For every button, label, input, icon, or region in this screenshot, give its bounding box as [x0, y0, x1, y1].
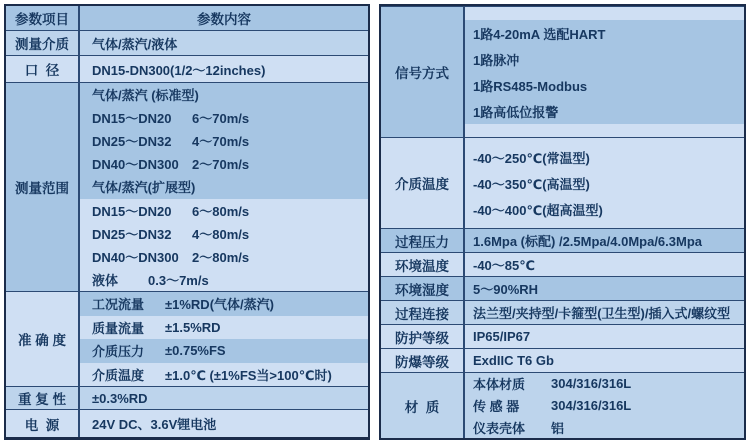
group-label-process-connection: 过程连接 — [381, 301, 465, 324]
spec-line: 法兰型/夹持型/卡箍型(卫生型)/插入式/螺纹型 — [465, 301, 744, 324]
group-lines — [465, 229, 744, 252]
spec-line-value: ±1.5%RD — [165, 319, 221, 335]
group-label-explosion-proof-class: 防爆等级 — [381, 349, 465, 372]
spec-line-key: 工况流量 — [92, 297, 145, 313]
group-label-material: 材 质 — [381, 373, 465, 438]
spec-line — [80, 339, 368, 363]
spec-line — [465, 373, 744, 395]
spec-line — [80, 152, 368, 175]
left-table-body — [6, 30, 368, 437]
group-process-pressure — [381, 228, 744, 252]
spec-line-key: 本体材质 — [473, 377, 526, 393]
header-param-content: 参数内容 — [80, 6, 368, 30]
spec-line-key: DN25～DN32 — [92, 226, 172, 242]
group-label-diameter: 口 径 — [6, 56, 80, 82]
spec-line-value: 6～80m/s — [192, 203, 250, 219]
spec-line-key: 仪表壳体 — [473, 420, 526, 436]
group-ambient-temperature — [381, 252, 744, 276]
spec-line — [80, 106, 368, 129]
spec-line: 1路脉冲 — [465, 46, 744, 72]
spec-line-key: 传 感 器 — [473, 399, 520, 414]
spec-line-key: 介质压力 — [92, 344, 145, 360]
group-process-connection — [381, 300, 744, 324]
group-medium-temperature — [381, 137, 744, 228]
spec-line-key: DN15～DN20 — [92, 111, 172, 127]
spec-line-value: 304/316/316L — [551, 398, 632, 413]
left-table-header-row — [6, 6, 368, 30]
spec-line-value: 2～70m/s — [192, 157, 250, 173]
group-label-ambient-temperature: 环境温度 — [381, 253, 465, 276]
spec-line — [80, 268, 368, 291]
spec-line-value: 铝 — [551, 420, 565, 436]
group-lines — [465, 325, 744, 348]
spec-line-key: DN40～DN300 — [92, 249, 179, 265]
group-explosion-proof-class — [381, 348, 744, 372]
group-diameter — [6, 55, 368, 82]
group-signal-mode — [381, 6, 744, 137]
spec-line: 气体/蒸汽(扩展型) — [80, 175, 368, 198]
group-lines — [465, 253, 744, 276]
spec-line-key: 介质温度 — [92, 367, 145, 383]
group-measuring-range — [6, 82, 368, 291]
group-label-signal-mode: 信号方式 — [381, 7, 465, 137]
group-ambient-humidity — [381, 276, 744, 300]
spec-line — [80, 129, 368, 152]
spec-line-value: 2～80m/s — [192, 249, 250, 265]
group-power-supply — [6, 409, 368, 437]
spec-line: IP65/IP67 — [465, 325, 744, 348]
spec-line: 气体/蒸汽/液体 — [80, 31, 368, 55]
spec-line-key: DN25～DN32 — [92, 134, 172, 150]
group-label-repeatability: 重 复 性 — [6, 387, 80, 409]
spec-line — [465, 395, 744, 417]
group-label-process-pressure: 过程压力 — [381, 229, 465, 252]
group-accuracy — [6, 291, 368, 386]
group-measured-medium — [6, 30, 368, 55]
spec-line-value: 6～70m/s — [192, 111, 250, 127]
spec-line: DN15-DN300(1/2～12inches) — [80, 56, 368, 82]
group-lines — [80, 387, 368, 409]
spec-line-value: 304/316/316L — [551, 376, 632, 392]
spec-line: 1路4-20mA 选配HART — [465, 20, 744, 46]
spec-line-value: 4～70m/s — [192, 134, 250, 150]
group-label-power-supply: 电 源 — [6, 410, 80, 437]
spec-line: 24V DC、3.6V锂电池 — [80, 410, 368, 437]
spec-line: 1.6Mpa (标配) /2.5Mpa/4.0Mpa/6.3Mpa — [465, 229, 744, 252]
spec-line: ±0.3%RD — [80, 387, 368, 409]
spec-line-key: 液体 — [92, 272, 119, 288]
spec-line-value: ±0.75%FS — [165, 343, 226, 359]
group-lines — [80, 83, 368, 291]
right-spec-table — [379, 4, 746, 440]
spec-line — [465, 416, 744, 438]
spec-line-key: DN40～DN300 — [92, 157, 179, 173]
spec-line-value: 0.3～7m/s — [148, 272, 209, 288]
group-lines — [465, 373, 744, 438]
spec-line-key: DN15～DN20 — [92, 203, 172, 219]
group-repeatability — [6, 386, 368, 409]
group-label-ambient-humidity: 环境湿度 — [381, 277, 465, 300]
spec-line: 气体/蒸汽 (标准型) — [80, 83, 368, 106]
spec-line: ExdIIC T6 Gb — [465, 349, 744, 372]
header-param-item: 参数项目 — [6, 6, 80, 30]
group-label-accuracy: 准 确 度 — [6, 292, 80, 386]
spec-line: -40～400℃(超高温型) — [465, 196, 744, 222]
spec-line — [80, 316, 368, 340]
spec-line: -40～250℃(常温型) — [465, 144, 744, 170]
group-lines — [465, 349, 744, 372]
spec-line — [80, 199, 368, 222]
group-label-measured-medium: 测量介质 — [6, 31, 80, 55]
spec-line: -40～350℃(高温型) — [465, 170, 744, 196]
spec-line — [80, 292, 368, 316]
group-material — [381, 372, 744, 438]
group-lines — [80, 56, 368, 82]
group-label-medium-temperature: 介质温度 — [381, 138, 465, 228]
spec-line — [80, 222, 368, 245]
group-lines — [465, 277, 744, 300]
spec-line: 5～90%RH — [465, 277, 744, 300]
group-lines — [465, 7, 744, 137]
group-lines — [80, 292, 368, 386]
group-label-protection-class: 防护等级 — [381, 325, 465, 348]
group-lines — [80, 31, 368, 55]
group-lines — [80, 410, 368, 437]
left-spec-table — [4, 4, 370, 440]
spec-line — [80, 363, 368, 387]
spec-line: 1路RS485-Modbus — [465, 72, 744, 98]
spec-line-value: 4～80m/s — [192, 226, 250, 242]
group-lines — [465, 138, 744, 228]
spec-line: 1路高低位报警 — [465, 98, 744, 124]
group-label-measuring-range: 测量范围 — [6, 83, 80, 291]
group-lines — [465, 301, 744, 324]
spec-line-value: ±1.0℃ (±1%FS当>100℃时) — [165, 367, 332, 383]
spec-line-key: 质量流量 — [92, 320, 145, 336]
spec-line-value: ±1%RD(气体/蒸汽) — [165, 297, 274, 313]
right-table-body — [381, 6, 744, 438]
spec-line — [80, 245, 368, 268]
spec-line: -40～85℃ — [465, 253, 744, 276]
group-protection-class — [381, 324, 744, 348]
